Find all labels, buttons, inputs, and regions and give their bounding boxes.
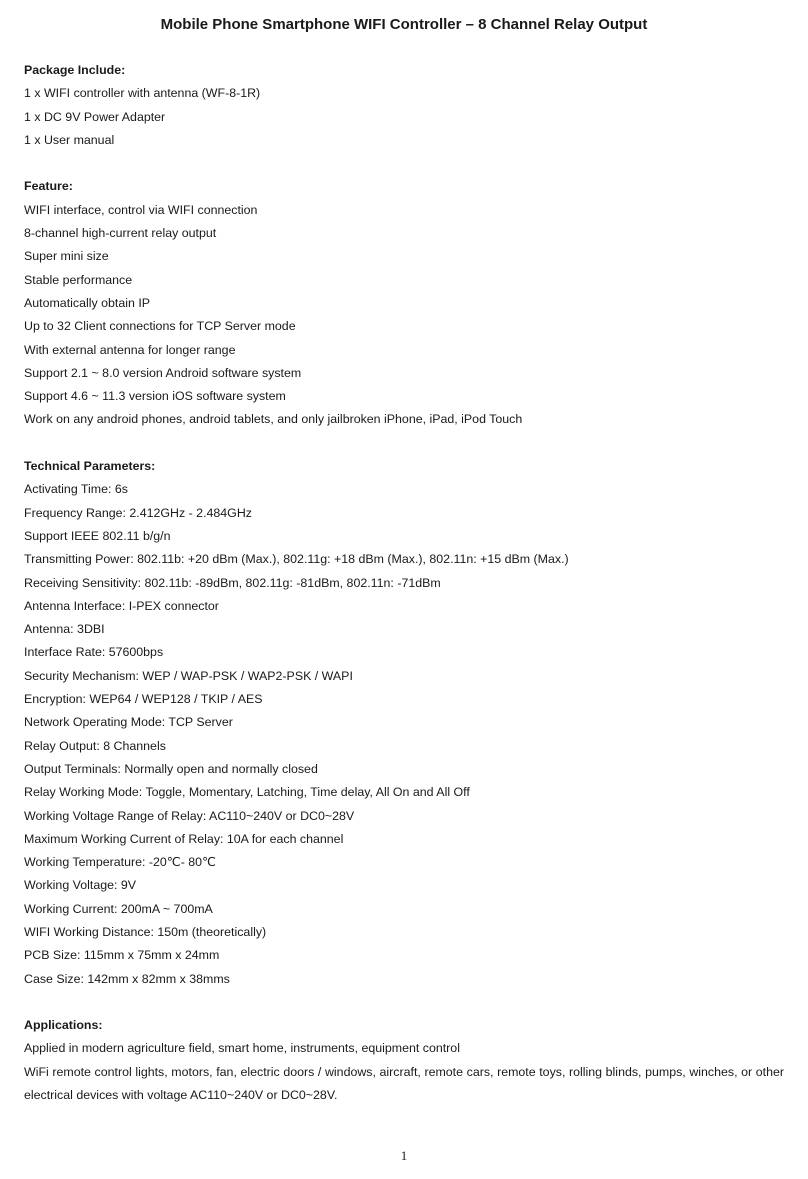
list-item: Case Size: 142mm x 82mm x 38mms: [24, 971, 230, 986]
technical-list: [24, 478, 784, 991]
list-item: Working Temperature: -20℃- 80℃: [24, 855, 216, 870]
technical-heading: Technical Parameters:: [24, 459, 156, 474]
list-item: Stable performance: [24, 272, 133, 287]
applications-list: [24, 1037, 784, 1107]
document-body: [24, 59, 784, 1107]
list-item: Super mini size: [24, 249, 109, 264]
list-item: Work on any android phones, android tablets, and only jailbroken iPhone, iPad, iPod Touch: [24, 412, 523, 427]
list-item: Applied in modern agriculture field, smart home, instruments, equipment control: [24, 1041, 460, 1056]
list-item: Automatically obtain IP: [24, 295, 151, 310]
list-item: Antenna Interface: I-PEX connector: [24, 598, 219, 613]
page-number: 1: [400, 1148, 408, 1163]
list-item: PCB Size: 115mm x 75mm x 24mm: [24, 948, 220, 963]
list-item: Interface Rate: 57600bps: [24, 645, 164, 660]
list-item: WIFI Working Distance: 150m (theoretically): [24, 924, 267, 939]
list-item: Maximum Working Current of Relay: 10A for each channel: [24, 831, 344, 846]
feature-list: [24, 199, 784, 432]
list-item: Transmitting Power: 802.11b: +20 dBm (Max.), 802.11g: +18 dBm (Max.), 802.11n: +15 dBm (Max.): [24, 552, 569, 567]
list-item: Working Current: 200mA ~ 700mA: [24, 901, 213, 916]
list-item: 1 x DC 9V Power Adapter: [24, 109, 166, 124]
list-item: WIFI interface, control via WIFI connection: [24, 202, 258, 217]
list-item: Activating Time: 6s: [24, 482, 128, 497]
list-item: Receiving Sensitivity: 802.11b: -89dBm, 802.11g: -81dBm, 802.11n: -71dBm: [24, 575, 441, 590]
list-item: Support 2.1 ~ 8.0 version Android software system: [24, 365, 302, 380]
list-item: Relay Working Mode: Toggle, Momentary, Latching, Time delay, All On and All Off: [24, 785, 470, 800]
list-item: Up to 32 Client connections for TCP Server mode: [24, 319, 296, 334]
section-spacer: [24, 432, 784, 455]
list-item: Relay Output: 8 Channels: [24, 738, 166, 753]
package-heading: Package Include:: [24, 63, 126, 77]
list-item: Antenna: 3DBI: [24, 622, 105, 637]
list-item: Support IEEE 802.11 b/g/n: [24, 528, 171, 543]
list-item: Working Voltage: 9V: [24, 878, 137, 893]
list-item: 1 x WIFI controller with antenna (WF-8-1R): [24, 86, 261, 101]
feature-heading: Feature:: [24, 179, 73, 194]
section-spacer: [24, 152, 784, 175]
list-item: Frequency Range: 2.412GHz - 2.484GHz: [24, 505, 252, 520]
package-list: [24, 82, 784, 152]
list-item: 1 x User manual: [24, 132, 115, 147]
list-item: With external antenna for longer range: [24, 342, 236, 357]
list-item: Encryption: WEP64 / WEP128 / TKIP / AES: [24, 692, 263, 707]
applications-heading: Applications:: [24, 1018, 103, 1033]
list-item: WiFi remote control lights, motors, fan, electric doors / windows, aircraft, remote cars, remote toys, rolling blinds, pumps, winches, or other electrical devices with voltage AC110~240V or DC0~28V.: [24, 1064, 784, 1103]
list-item: Security Mechanism: WEP / WAP-PSK / WAP2-PSK / WAPI: [24, 668, 353, 683]
list-item: Network Operating Mode: TCP Server: [24, 715, 233, 730]
list-item: Output Terminals: Normally open and normally closed: [24, 761, 318, 776]
page-title: Mobile Phone Smartphone WIFI Controller – 8 Channel Relay Output: [160, 16, 648, 33]
list-item: Support 4.6 ~ 11.3 version iOS software system: [24, 389, 286, 404]
list-item: 8-channel high-current relay output: [24, 226, 217, 241]
section-spacer: [24, 991, 784, 1014]
list-item: Working Voltage Range of Relay: AC110~240V or DC0~28V: [24, 808, 355, 823]
